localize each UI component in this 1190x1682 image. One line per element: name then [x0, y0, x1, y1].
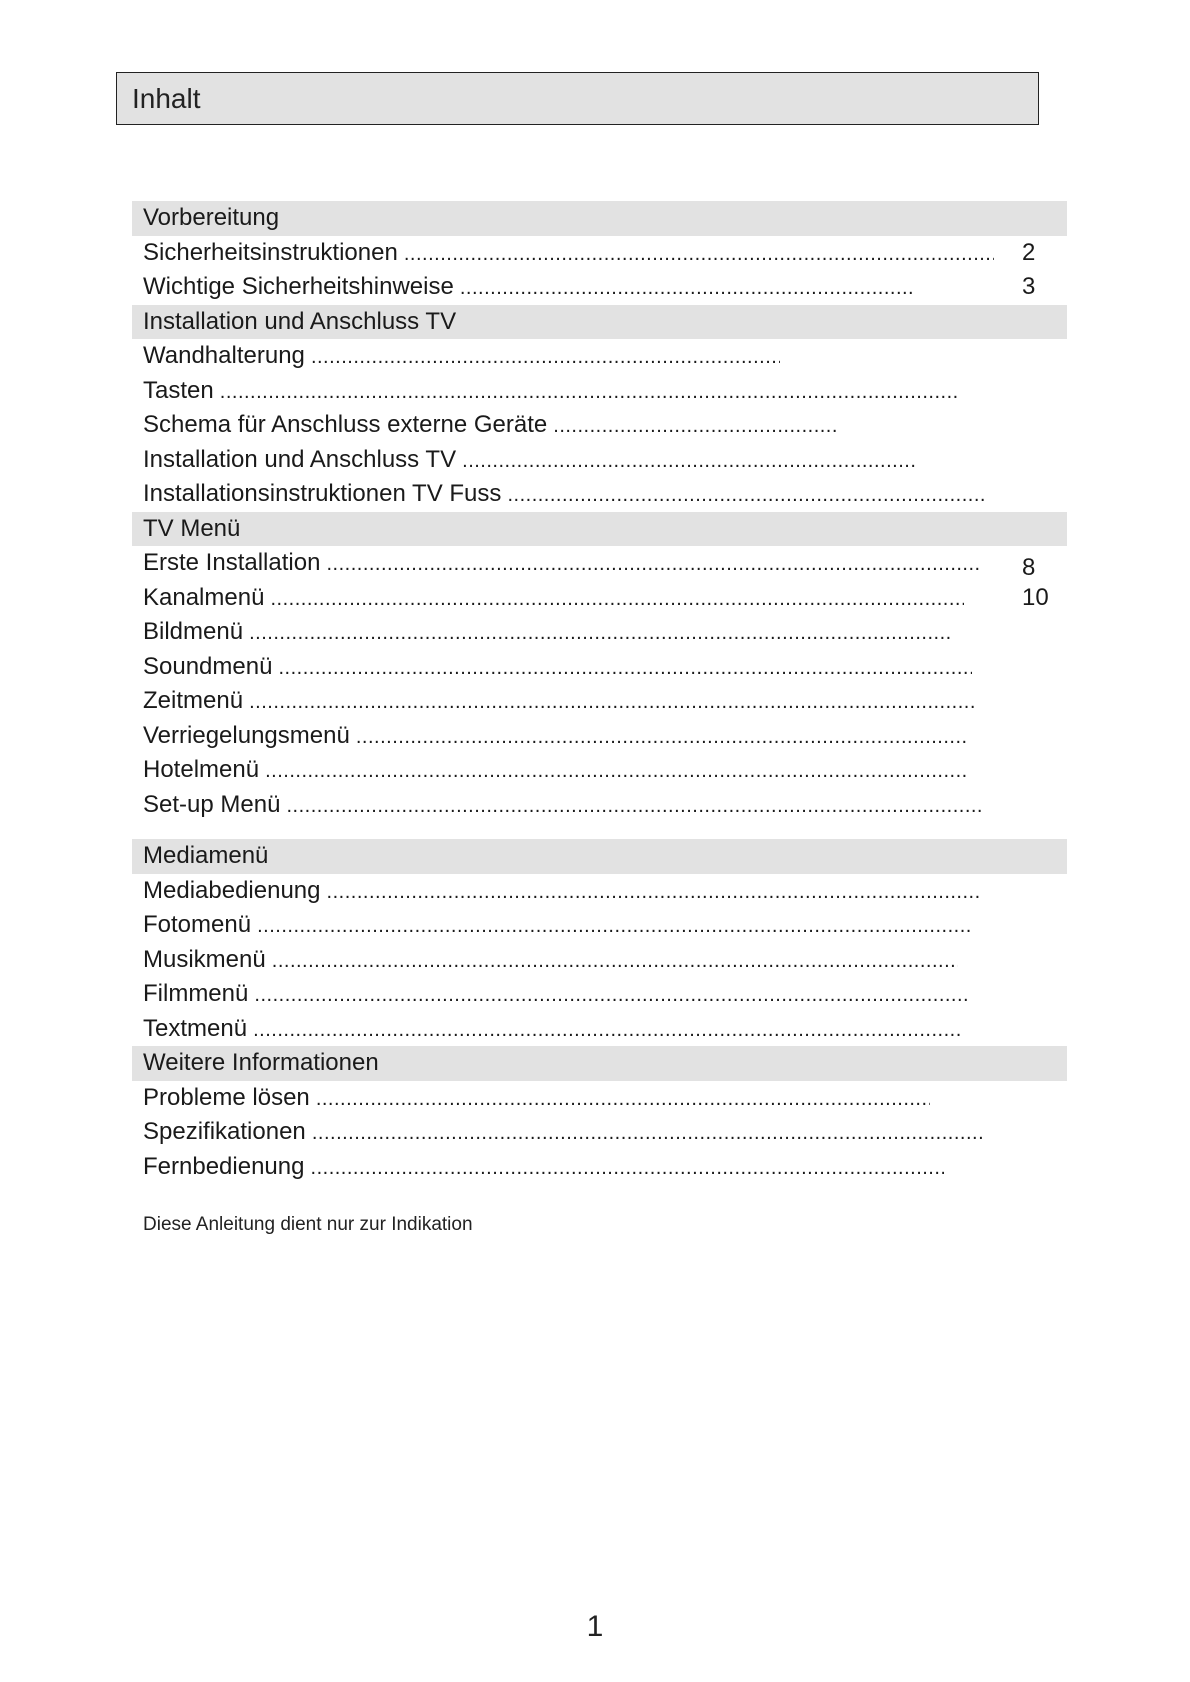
toc-entry[interactable]: [132, 1115, 1067, 1150]
toc-entry[interactable]: [132, 719, 1067, 754]
toc-entry-label: Fotomenü .....: [143, 908, 972, 944]
page-number: 1: [586, 1610, 604, 1643]
toc-entry-page: 3: [1022, 273, 1036, 300]
toc-entry-label: Zeitmenü .....: [143, 684, 975, 720]
toc-entry[interactable]: [132, 546, 1067, 581]
toc-entry[interactable]: [132, 339, 1067, 374]
table-of-contents: [132, 201, 1067, 1184]
toc-section-heading: Installation und Anschluss TV: [132, 305, 1067, 340]
toc-entry[interactable]: [132, 684, 1067, 719]
toc-entry-page: 10: [1022, 583, 1049, 611]
toc-entry[interactable]: [132, 615, 1067, 650]
toc-section-heading: Mediamenü: [132, 839, 1067, 874]
toc-entry-label: Kanalmenü .....: [143, 581, 964, 617]
toc-entry[interactable]: [132, 1081, 1067, 1116]
toc-entry[interactable]: [132, 270, 1067, 305]
toc-entry-label: Set-up Menü .....: [143, 788, 981, 824]
toc-entry[interactable]: [132, 477, 1067, 512]
toc-entry-label: Wandhalterung .....: [143, 339, 780, 375]
toc-entry-label: Mediabedienung .....: [143, 874, 981, 910]
toc-entry-label: Spezifikationen .....: [143, 1115, 982, 1151]
toc-entry-label: Bildmenü .....: [143, 615, 950, 651]
toc-entry-label: Erste Installation .....: [143, 546, 979, 582]
toc-entry-label: Verriegelungsmenü .....: [143, 719, 968, 755]
toc-section-heading: Vorbereitung: [132, 201, 1067, 236]
toc-entry[interactable]: [132, 1012, 1067, 1047]
disclaimer-note: Diese Anleitung dient nur zur Indikation: [143, 1214, 473, 1235]
toc-entry[interactable]: [132, 650, 1067, 685]
page-title: Inhalt: [132, 83, 201, 114]
toc-section-heading: TV Menü: [132, 512, 1067, 547]
toc-entry[interactable]: [132, 943, 1067, 978]
toc-entry-label: Installation und Anschluss TV .....: [143, 443, 918, 479]
toc-entry-label: Probleme lösen .....: [143, 1081, 930, 1117]
toc-entry[interactable]: [132, 408, 1067, 443]
toc-entry-label: Filmmenü .....: [143, 977, 968, 1013]
toc-entry-label: Sicherheitsinstruktionen .....: [143, 236, 994, 272]
toc-entry[interactable]: [132, 977, 1067, 1012]
toc-entry-label: Soundmenü .....: [143, 650, 972, 686]
toc-title-box: [116, 72, 1039, 125]
toc-entry-label: Schema für Anschluss externe Geräte .....: [143, 408, 836, 444]
toc-entry[interactable]: [132, 1150, 1067, 1185]
toc-entry-page: 2: [1022, 238, 1036, 266]
toc-entry[interactable]: [132, 753, 1067, 788]
toc-entry-label: Fernbedienung .....: [143, 1150, 944, 1186]
toc-entry[interactable]: [132, 908, 1067, 943]
toc-entry-page: 8: [1022, 554, 1036, 581]
toc-entry[interactable]: [132, 374, 1067, 409]
toc-entry[interactable]: [132, 236, 1067, 271]
toc-entry-label: Tasten .....: [143, 374, 957, 410]
toc-entry-label: Hotelmenü .....: [143, 753, 969, 789]
toc-section-heading: Weitere Informationen: [132, 1046, 1067, 1081]
toc-entry[interactable]: [132, 874, 1067, 909]
toc-entry-label: Musikmenü .....: [143, 943, 958, 979]
toc-entry-label: Installationsinstruktionen TV Fuss .....: [143, 477, 985, 513]
toc-entry[interactable]: [132, 443, 1067, 478]
toc-entry[interactable]: [132, 788, 1067, 823]
toc-entry[interactable]: [132, 581, 1067, 616]
toc-entry-label: Textmenü .....: [143, 1012, 962, 1048]
section-gap: [132, 822, 1067, 839]
toc-entry-label: Wichtige Sicherheitshinweise .....: [143, 270, 914, 306]
